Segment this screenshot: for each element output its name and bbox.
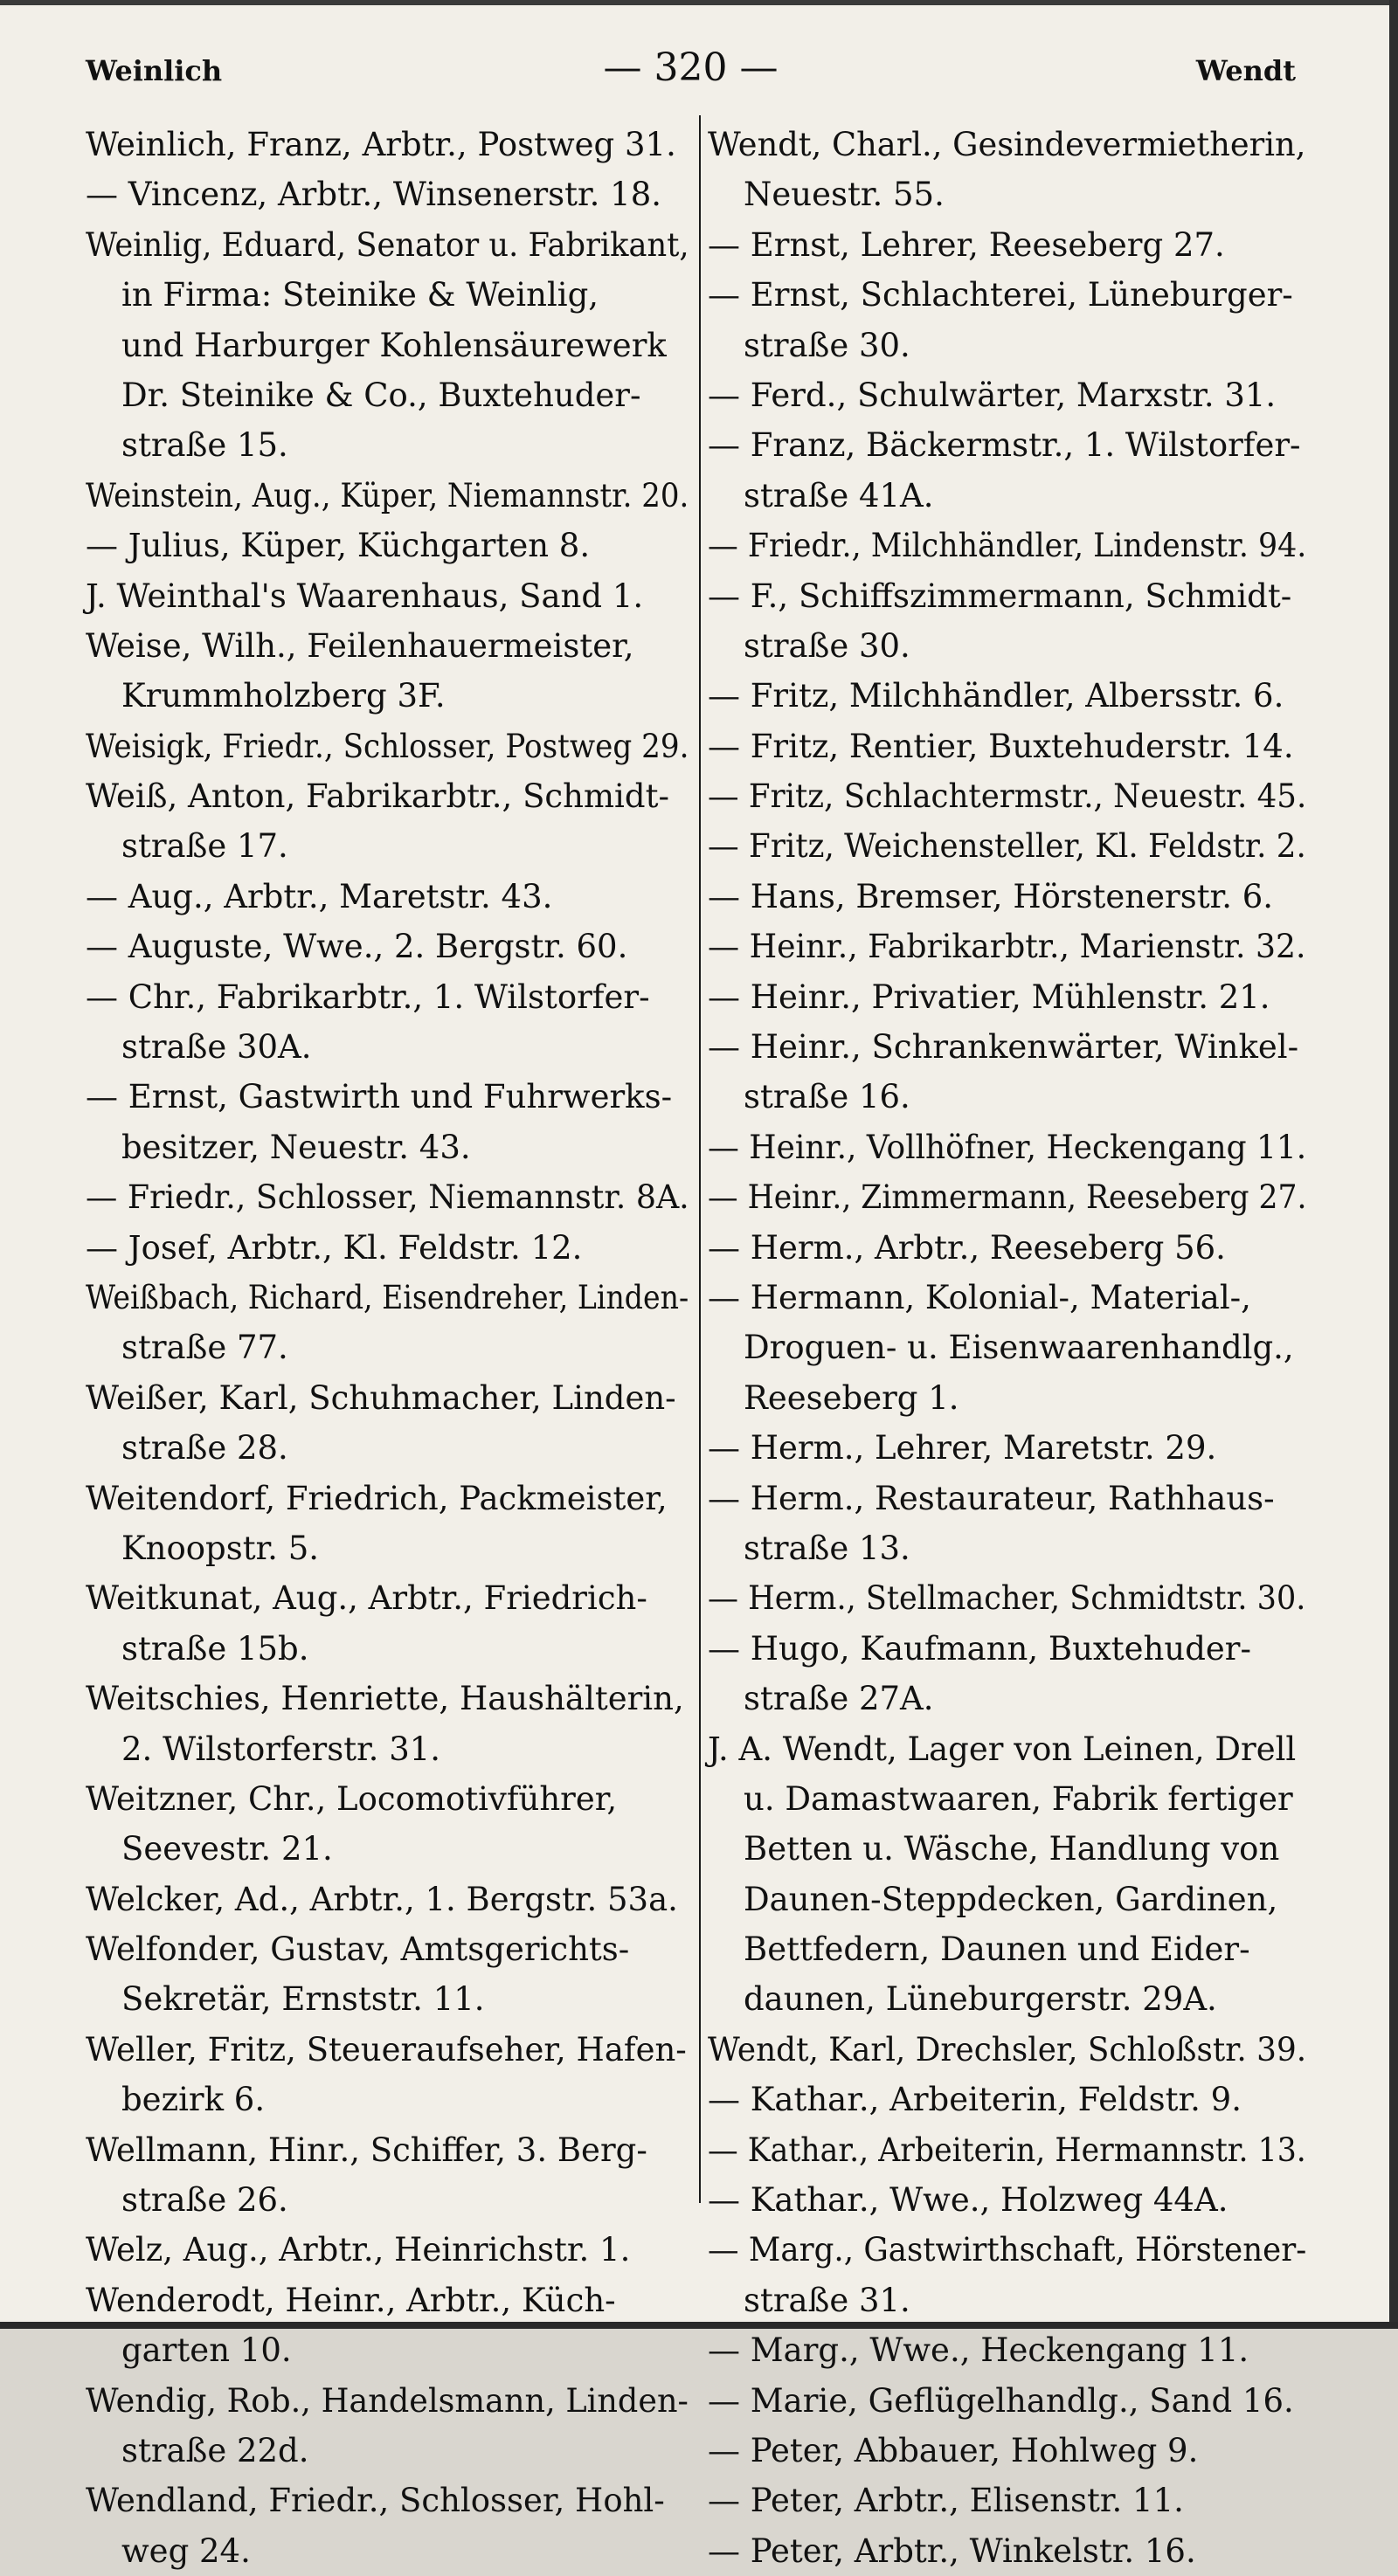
- entry-continuation-line: straße 30.: [744, 326, 910, 364]
- entry-line: — Marie, Geflügelhandlg., Sand 16.: [708, 2381, 1294, 2420]
- entry-line: — Heinr., Fabrikarbtr., Marienstr. 32.: [708, 928, 1306, 966]
- entry-line: — Peter, Abbauer, Hohlweg 9.: [708, 2431, 1199, 2469]
- entry-line: Wendt, Charl., Gesindevermietherin,: [708, 126, 1306, 163]
- entry-line: Weitzner, Chr., Locomotivführer,: [86, 1779, 618, 1818]
- entry-line: — Hans, Bremser, Hörstenerstr. 6.: [708, 877, 1274, 915]
- scan-edge-top: [0, 0, 1398, 5]
- entry-line: Welz, Aug., Arbtr., Heinrichstr. 1.: [86, 2231, 631, 2269]
- entry-line: — Ferd., Schulwärter, Marxstr. 31.: [708, 376, 1277, 414]
- entry-line: — Heinr., Privatier, Mühlenstr. 21.: [708, 977, 1270, 1016]
- entry-continuation-line: straße 30.: [744, 626, 910, 665]
- left-column: [86, 120, 689, 2576]
- entry-continuation-line: besitzer, Neuestr. 43.: [121, 1128, 471, 1166]
- entry-line: — Marg., Gastwirthschaft, Hörstener-: [708, 2231, 1307, 2269]
- entry-line: — Fritz, Schlachtermstr., Neuestr. 45.: [708, 777, 1307, 816]
- entry-continuation-line: 2. Wilstorferstr. 31.: [121, 1730, 441, 1768]
- entry-continuation-line: straße 77.: [121, 1329, 288, 1367]
- entry-line: Weinlich, Franz, Arbtr., Postweg 31.: [86, 126, 676, 163]
- right-column: [708, 120, 1306, 2576]
- entry-continuation-line: Seevestr. 21.: [121, 1830, 333, 1868]
- entry-line: Wendig, Rob., Handelsmann, Linden-: [86, 2381, 689, 2420]
- entry-line: Weinstein, Aug., Küper, Niemannstr. 20.: [86, 476, 689, 515]
- entry-line: Wendt, Karl, Drechsler, Schloßstr. 39.: [708, 2030, 1307, 2068]
- entry-line: — Julius, Küper, Küchgarten 8.: [86, 527, 591, 565]
- column-divider: [699, 115, 701, 2203]
- entry-continuation-line: Betten u. Wäsche, Handlung von: [744, 1830, 1280, 1868]
- entry-continuation-line: Neuestr. 55.: [744, 176, 945, 214]
- entry-continuation-line: Daunen-Steppdecken, Gardinen,: [744, 1880, 1278, 1918]
- entry-continuation-line: straße 41A.: [744, 476, 934, 515]
- entry-line: — Hugo, Kaufmann, Buxtehuder-: [708, 1629, 1251, 1668]
- entry-line: — Marg., Wwe., Heckengang 11.: [708, 2331, 1249, 2370]
- entry-line: J. Weinthal's Waarenhaus, Sand 1.: [86, 577, 644, 615]
- entry-continuation-line: und Harburger Kohlensäurewerk: [121, 326, 667, 364]
- entry-line: — Heinr., Vollhöfner, Heckengang 11.: [708, 1128, 1307, 1166]
- entry-line: Weitkunat, Aug., Arbtr., Friedrich-: [86, 1579, 647, 1618]
- entry-continuation-line: straße 26.: [121, 2181, 288, 2220]
- entry-continuation-line: Knoopstr. 5.: [121, 1529, 320, 1567]
- entry-line: — Vincenz, Arbtr., Winsenerstr. 18.: [86, 176, 662, 214]
- header-left-word: Weinlich: [86, 54, 223, 87]
- entry-continuation-line: weg 24.: [121, 2531, 251, 2570]
- entry-line: — Herm., Arbtr., Reeseberg 56.: [708, 1228, 1226, 1267]
- entry-line: Weise, Wilh., Feilenhauermeister,: [86, 626, 634, 665]
- entry-line: — Friedr., Milchhändler, Lindenstr. 94.: [708, 527, 1307, 565]
- entry-continuation-line: straße 13.: [744, 1529, 910, 1567]
- header-right-word: Wendt: [1195, 54, 1296, 87]
- scan-edge-right: [1389, 0, 1398, 2329]
- entry-line: — Hermann, Kolonial-, Material-,: [708, 1278, 1251, 1316]
- entry-line: Weitendorf, Friedrich, Packmeister,: [86, 1479, 668, 1517]
- entry-line: Welcker, Ad., Arbtr., 1. Bergstr. 53a.: [86, 1880, 678, 1918]
- entry-continuation-line: straße 15.: [121, 426, 288, 465]
- entry-line: Welfonder, Gustav, Amtsgerichts-: [86, 1930, 630, 1969]
- entry-line: J. A. Wendt, Lager von Leinen, Drell: [708, 1730, 1297, 1768]
- entry-line: Wenderodt, Heinr., Arbtr., Küch-: [86, 2281, 616, 2319]
- entry-line: Weißer, Karl, Schuhmacher, Linden-: [86, 1378, 676, 1417]
- entry-line: — Friedr., Schlosser, Niemannstr. 8A.: [86, 1178, 689, 1217]
- entry-line: — Ernst, Schlachterei, Lüneburger-: [708, 276, 1293, 314]
- entry-line: — Fritz, Rentier, Buxtehuderstr. 14.: [708, 727, 1294, 765]
- entry-line: — Fritz, Weichensteller, Kl. Feldstr. 2.: [708, 827, 1306, 866]
- entry-line: — Herm., Lehrer, Maretstr. 29.: [708, 1429, 1217, 1468]
- entry-continuation-line: garten 10.: [121, 2331, 292, 2370]
- entry-line: Weißbach, Richard, Eisendreher, Linden-: [86, 1278, 689, 1316]
- entry-continuation-line: u. Damastwaaren, Fabrik fertiger: [744, 1779, 1293, 1818]
- entry-line: Weller, Fritz, Steueraufseher, Hafen-: [86, 2030, 687, 2068]
- entry-continuation-line: in Firma: Steinike & Weinlig,: [121, 276, 599, 314]
- entry-line: Weinlig, Eduard, Senator u. Fabrikant,: [86, 225, 689, 264]
- entry-continuation-line: straße 22d.: [121, 2431, 309, 2469]
- page-number: — 320 —: [603, 45, 779, 90]
- page-header: [86, 45, 1296, 89]
- entry-continuation-line: straße 31.: [744, 2281, 910, 2319]
- entry-line: — Aug., Arbtr., Maretstr. 43.: [86, 877, 553, 915]
- entry-continuation-line: straße 30A.: [121, 1028, 312, 1067]
- entry-continuation-line: Sekretär, Ernststr. 11.: [121, 1980, 485, 2019]
- entry-continuation-line: straße 16.: [744, 1078, 910, 1116]
- entry-line: Weiß, Anton, Fabrikarbtr., Schmidt-: [86, 777, 669, 816]
- entry-line: Weisigk, Friedr., Schlosser, Postweg 29.: [86, 727, 689, 765]
- entry-continuation-line: Reeseberg 1.: [744, 1378, 959, 1417]
- entry-line: — Fritz, Milchhändler, Albersstr. 6.: [708, 677, 1284, 715]
- entry-line: — Herm., Restaurateur, Rathhaus-: [708, 1479, 1275, 1517]
- entry-line: — Heinr., Schrankenwärter, Winkel-: [708, 1028, 1299, 1067]
- entry-line: Wellmann, Hinr., Schiffer, 3. Berg-: [86, 2131, 647, 2169]
- entry-line: — Ernst, Gastwirth und Fuhrwerks-: [86, 1078, 673, 1116]
- entry-continuation-line: Dr. Steinike & Co., Buxtehuder-: [121, 376, 641, 414]
- entry-line: — Kathar., Arbeiterin, Hermannstr. 13.: [708, 2131, 1306, 2169]
- entry-line: — Kathar., Arbeiterin, Feldstr. 9.: [708, 2081, 1242, 2119]
- entry-continuation-line: Droguen- u. Eisenwaarenhandlg.,: [744, 1329, 1294, 1367]
- entry-continuation-line: Krummholzberg 3F.: [121, 677, 446, 715]
- entry-line: — Heinr., Zimmermann, Reeseberg 27.: [708, 1178, 1307, 1217]
- entry-line: — Ernst, Lehrer, Reeseberg 27.: [708, 225, 1225, 264]
- entry-line: — Josef, Arbtr., Kl. Feldstr. 12.: [86, 1228, 583, 1267]
- entry-line: — Chr., Fabrikarbtr., 1. Wilstorfer-: [86, 977, 650, 1016]
- entry-continuation-line: Bettfedern, Daunen und Eider-: [744, 1930, 1250, 1969]
- entry-continuation-line: straße 17.: [121, 827, 288, 866]
- entry-line: — Peter, Arbtr., Winkelstr. 16.: [708, 2531, 1196, 2570]
- entry-line: Wendland, Friedr., Schlosser, Hohl-: [86, 2482, 665, 2520]
- entry-line: — Peter, Arbtr., Elisenstr. 11.: [708, 2482, 1184, 2520]
- entry-continuation-line: straße 27A.: [744, 1680, 934, 1718]
- entry-line: — F., Schiffszimmermann, Schmidt-: [708, 577, 1292, 615]
- entry-continuation-line: bezirk 6.: [121, 2081, 266, 2119]
- entry-line: — Herm., Stellmacher, Schmidtstr. 30.: [708, 1579, 1306, 1618]
- entry-line: Weitschies, Henriette, Haushälterin,: [86, 1680, 684, 1718]
- entry-continuation-line: straße 15b.: [121, 1629, 309, 1668]
- entry-line: — Auguste, Wwe., 2. Bergstr. 60.: [86, 928, 628, 966]
- entry-line: — Kathar., Wwe., Holzweg 44A.: [708, 2181, 1228, 2220]
- entry-line: — Franz, Bäckermstr., 1. Wilstorfer-: [708, 426, 1301, 465]
- entry-continuation-line: straße 28.: [121, 1429, 288, 1468]
- entry-continuation-line: daunen, Lüneburgerstr. 29A.: [744, 1980, 1217, 2019]
